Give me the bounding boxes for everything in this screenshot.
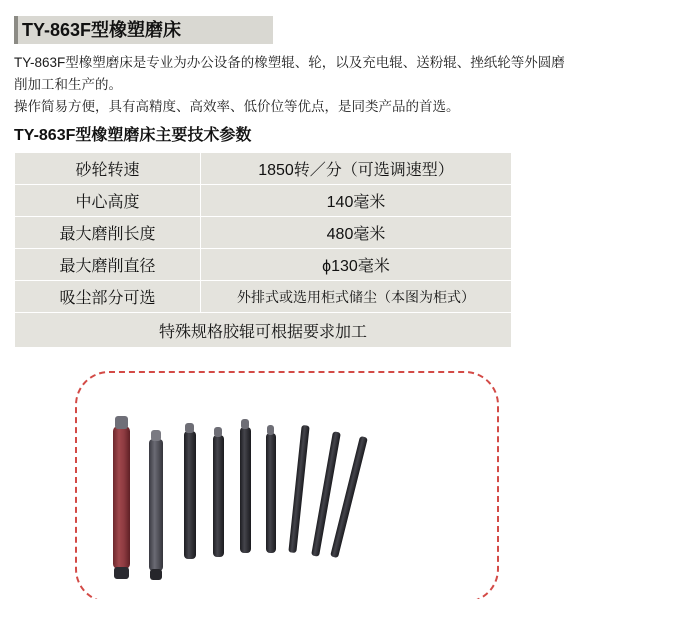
table-row — [15, 185, 512, 217]
spec-value: 140毫米 — [201, 185, 512, 217]
roller-black-3 — [240, 419, 251, 553]
table-row-note — [15, 313, 512, 348]
roller-products-image — [77, 373, 497, 601]
product-photo-frame — [75, 371, 499, 603]
page-title: TY-863F型橡塑磨床 — [22, 20, 182, 40]
spec-note: 特殊规格胶辊可根据要求加工 — [15, 313, 512, 348]
table-row — [15, 281, 512, 313]
page-footer — [0, 599, 700, 617]
roller-black-1 — [184, 423, 196, 559]
table-row — [15, 249, 512, 281]
roller-dark-gray — [149, 430, 163, 580]
product-description — [14, 52, 674, 118]
spec-value: 1850转／分（可选调速型） — [201, 153, 512, 185]
spec-value: 外排式或选用柜式储尘（本图为柜式） — [201, 281, 512, 313]
spec-label: 吸尘部分可选 — [15, 281, 201, 313]
specification-table — [14, 152, 512, 348]
description-line-1: TY-863F型橡塑磨床是专业为办公设备的橡塑辊、轮，以及充电辊、送粉辊、挫纸轮等外圆磨 — [14, 55, 565, 70]
roller-black-2 — [213, 427, 224, 557]
spec-value: 480毫米 — [201, 217, 512, 249]
roller-black-4 — [266, 425, 276, 553]
table-row — [15, 217, 512, 249]
description-line-2: 削加工和生产的。 — [14, 77, 122, 92]
table-row — [15, 153, 512, 185]
spec-label: 最大磨削长度 — [15, 217, 201, 249]
section-title: TY-863F型橡塑磨床主要技术参数 — [14, 127, 252, 144]
roller-thin-1 — [288, 425, 309, 553]
spec-label: 最大磨削直径 — [15, 249, 201, 281]
spec-label: 中心高度 — [15, 185, 201, 217]
roller-red-large — [113, 416, 130, 579]
spec-value: ϕ130毫米 — [201, 249, 512, 281]
description-line-3: 操作简易方便，具有高精度、高效率、低价位等优点，是同类产品的首选。 — [14, 99, 460, 114]
spec-label: 砂轮转速 — [15, 153, 201, 185]
